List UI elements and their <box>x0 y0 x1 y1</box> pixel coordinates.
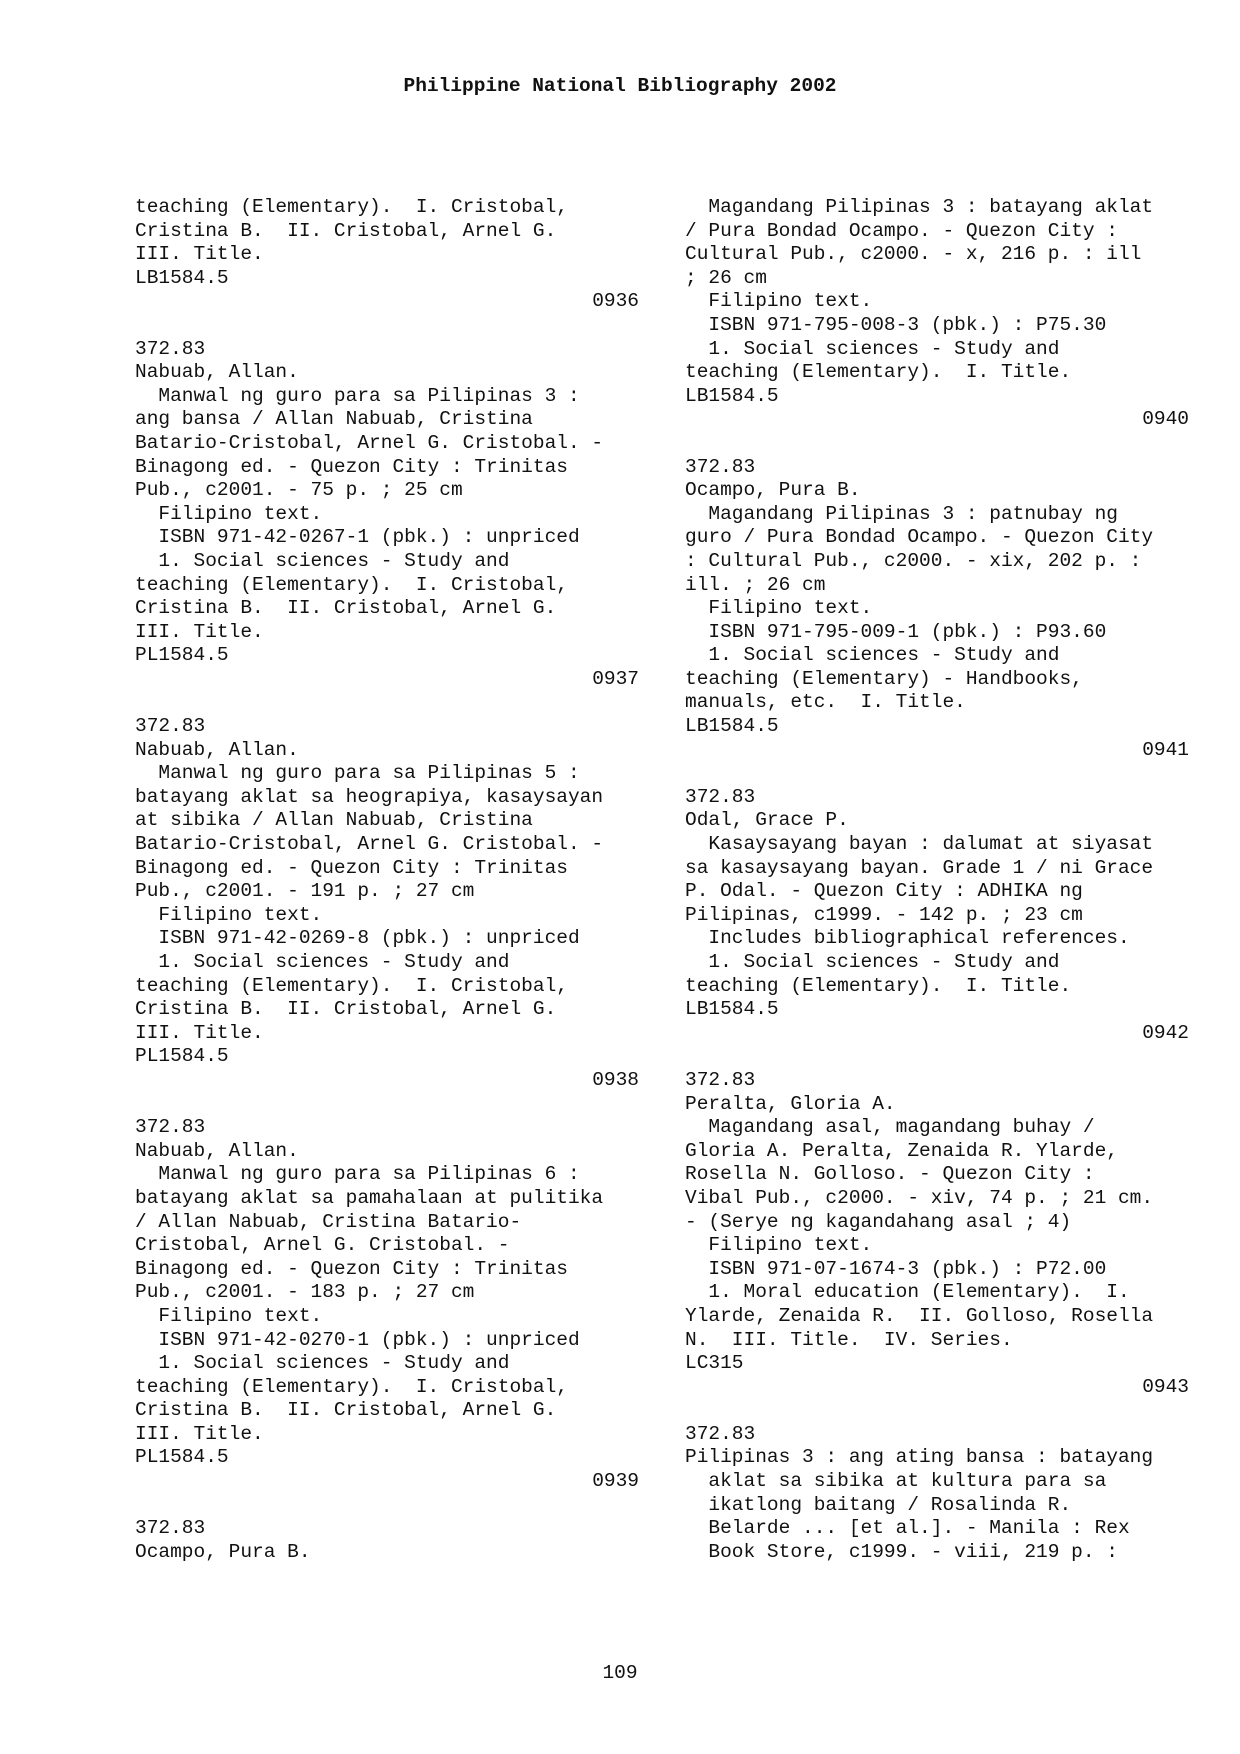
entry-line: Manwal ng guro para sa Pilipinas 5 : <box>135 762 580 785</box>
entry-line: Binagong ed. - Quezon City : Trinitas <box>135 1257 568 1280</box>
entry-line: Cristina B. II. Cristobal, Arnel G. <box>135 597 557 620</box>
entry-line: Cristobal, Arnel G. Cristobal. - <box>135 1234 510 1257</box>
entry-line: Binagong ed. - Quezon City : Trinitas <box>135 856 568 879</box>
entry-line: sa kasaysayang bayan. Grade 1 / ni Grace <box>685 856 1154 879</box>
entry-line: Filipino text. <box>135 903 323 926</box>
entry-line: : Cultural Pub., c2000. - xix, 202 p. : <box>685 549 1142 572</box>
entry-line: Ylarde, Zenaida R. II. Golloso, Rosella <box>685 1304 1154 1327</box>
entry-line: Pilipinas 3 : ang ating bansa : batayang <box>685 1446 1154 1469</box>
entry-line: Pilipinas, c1999. - 142 p. ; 23 cm <box>685 903 1083 926</box>
entry-line: at sibika / Allan Nabuab, Cristina <box>135 809 533 832</box>
entry-line: ISBN 971-42-0270-1 (pbk.) : unpriced <box>135 1328 580 1351</box>
entry-number: 0940 <box>1142 408 1189 431</box>
entry-line: Cristina B. II. Cristobal, Arnel G. <box>135 998 557 1021</box>
entry-gap <box>135 1494 639 1518</box>
entry-line: Odal, Grace P. <box>685 809 849 832</box>
entry-line: Nabuab, Allan. <box>135 1139 299 1162</box>
entry-gap <box>685 432 1189 456</box>
entry-line: III. Title. <box>135 620 264 643</box>
entry-number: 0936 <box>592 290 639 313</box>
entry-line: Batario-Cristobal, Arnel G. Cristobal. - <box>135 431 604 454</box>
entry-line: guro / Pura Bondad Ocampo. - Quezon City <box>685 526 1154 549</box>
entry-line: III. Title. <box>135 1422 264 1445</box>
entry-line: 372.83 <box>135 1517 206 1540</box>
entry-line: Filipino text. <box>135 1304 323 1327</box>
entry-line: 1. Moral education (Elementary). I. <box>685 1281 1130 1304</box>
entry-line: Filipino text. <box>685 597 873 620</box>
page-header-title: Philippine National Bibliography 2002 <box>403 75 837 97</box>
entry-line: aklat sa sibika at kultura para sa <box>685 1470 1107 1493</box>
entry-line: batayang aklat sa pamahalaan at pulitika <box>135 1186 604 1209</box>
entry-line: teaching (Elementary). I. Cristobal, <box>135 1375 568 1398</box>
entry-number: 0939 <box>592 1470 639 1493</box>
entry-line: teaching (Elementary). I. Cristobal, <box>135 974 568 997</box>
entry-line: 372.83 <box>135 1116 206 1139</box>
entry-line: batayang aklat sa heograpiya, kasaysayan <box>135 785 604 808</box>
entry-line: Manwal ng guro para sa Pilipinas 3 : <box>135 384 580 407</box>
entry-line: Pub., c2001. - 75 p. ; 25 cm <box>135 479 463 502</box>
entry-number: 0941 <box>1142 738 1189 761</box>
entry-line: Ocampo, Pura B. <box>685 479 861 502</box>
entry-gap <box>685 1399 1189 1423</box>
entry-line: Rosella N. Golloso. - Quezon City : <box>685 1163 1095 1186</box>
entry-line: III. Title. <box>135 243 264 266</box>
entry-line: P. Odal. - Quezon City : ADHIKA ng <box>685 880 1083 903</box>
entry-gap <box>135 691 639 715</box>
entry-line: Pub., c2001. - 191 p. ; 27 cm <box>135 880 475 903</box>
entry-gap <box>685 762 1189 786</box>
entry-line: LB1584.5 <box>685 715 779 738</box>
entry-line: 1. Social sciences - Study and <box>685 951 1060 973</box>
entry-line: Magandang Pilipinas 3 : patnubay ng <box>685 502 1118 525</box>
page-number: 109 <box>602 1662 638 1684</box>
entry-line: 372.83 <box>685 1068 756 1091</box>
right-column <box>685 196 1189 1564</box>
entry-line: ill. ; 26 cm <box>685 573 826 596</box>
entry-line: teaching (Elementary). I. Title. <box>685 974 1072 997</box>
entry-line: Book Store, c1999. - viii, 219 p. : <box>685 1540 1118 1563</box>
entry-line: teaching (Elementary) - Handbooks, <box>685 667 1083 690</box>
entry-line: 1. Social sciences - Study and <box>135 549 510 572</box>
entry-line: Cristina B. II. Cristobal, Arnel G. <box>135 1399 557 1422</box>
entry-line: Gloria A. Peralta, Zenaida R. Ylarde, <box>685 1139 1118 1162</box>
entry-line: ang bansa / Allan Nabuab, Cristina <box>135 408 533 431</box>
entry-gap <box>685 1045 1189 1069</box>
entry-line: 372.83 <box>135 715 206 738</box>
entry-line: / Allan Nabuab, Cristina Batario- <box>135 1210 522 1233</box>
entry-number: 0943 <box>1142 1375 1189 1398</box>
entry-line: Peralta, Gloria A. <box>685 1092 896 1115</box>
entry-line: 1. Social sciences - Study and <box>135 1352 510 1375</box>
entry-gap <box>135 1093 639 1117</box>
entry-line: teaching (Elementary). I. Cristobal, <box>135 573 568 596</box>
entry-number: 0937 <box>592 667 639 690</box>
entry-line: Pub., c2001. - 183 p. ; 27 cm <box>135 1281 475 1304</box>
entry-line: Cultural Pub., c2000. - x, 216 p. : ill <box>685 243 1142 266</box>
entry-line: 1. Social sciences - Study and <box>685 644 1060 667</box>
entry-line: 372.83 <box>685 455 756 478</box>
entry-line: 372.83 <box>685 1422 756 1445</box>
entry-line: LB1584.5 <box>685 384 779 407</box>
entry-line: Nabuab, Allan. <box>135 738 299 761</box>
entry-gap <box>135 314 639 338</box>
entry-line: ISBN 971-42-0269-8 (pbk.) : unpriced <box>135 927 580 950</box>
entry-line: PL1584.5 <box>135 1045 229 1068</box>
entry-line: Filipino text. <box>135 502 323 525</box>
entry-line: Filipino text. <box>685 290 873 313</box>
entry-line: ISBN 971-42-0267-1 (pbk.) : unpriced <box>135 526 580 549</box>
entry-line: ikatlong baitang / Rosalinda R. <box>685 1493 1072 1516</box>
entry-line: ISBN 971-07-1674-3 (pbk.) : P72.00 <box>685 1257 1107 1280</box>
entry-line: 1. Social sciences - Study and <box>685 337 1060 360</box>
entry-line: teaching (Elementary). I. Title. <box>685 361 1072 384</box>
entry-line: LB1584.5 <box>135 266 229 289</box>
entry-line: LB1584.5 <box>685 998 779 1021</box>
entry-line: manuals, etc. I. Title. <box>685 691 966 714</box>
entry-number: 0942 <box>1142 1021 1189 1044</box>
entry-line: Filipino text. <box>685 1234 873 1257</box>
entry-line: LC315 <box>685 1352 744 1375</box>
entry-line: Vibal Pub., c2000. - xiv, 74 p. ; 21 cm. <box>685 1186 1154 1209</box>
entry-line: 1. Social sciences - Study and <box>135 951 510 973</box>
entry-line: Belarde ... [et al.]. - Manila : Rex <box>685 1517 1130 1540</box>
entry-line: 372.83 <box>135 337 206 360</box>
entry-line: Ocampo, Pura B. <box>135 1540 311 1563</box>
entry-line: teaching (Elementary). I. Cristobal, <box>135 196 568 218</box>
entry-line: - (Serye ng kagandahang asal ; 4) <box>685 1210 1072 1233</box>
entry-line: ISBN 971-795-008-3 (pbk.) : P75.30 <box>685 313 1107 336</box>
entry-line: III. Title. <box>135 1021 264 1044</box>
entry-line: 372.83 <box>685 785 756 808</box>
entry-line: Nabuab, Allan. <box>135 361 299 384</box>
entry-line: Binagong ed. - Quezon City : Trinitas <box>135 455 568 478</box>
entry-line: N. III. Title. IV. Series. <box>685 1328 1013 1351</box>
entry-line: Kasaysayang bayan : dalumat at siyasat <box>685 833 1154 856</box>
entry-line: Magandang Pilipinas 3 : batayang aklat <box>685 196 1154 218</box>
entry-line: Magandang asal, magandang buhay / <box>685 1116 1095 1139</box>
entry-line: PL1584.5 <box>135 1446 229 1469</box>
left-column <box>135 196 639 1564</box>
entry-line: Cristina B. II. Cristobal, Arnel G. <box>135 219 557 242</box>
entry-line: Includes bibliographical references. <box>685 927 1130 950</box>
entry-line: / Pura Bondad Ocampo. - Quezon City : <box>685 219 1118 242</box>
entry-line: ; 26 cm <box>685 266 767 289</box>
entry-line: PL1584.5 <box>135 644 229 667</box>
entry-number: 0938 <box>592 1068 639 1091</box>
entry-line: ISBN 971-795-009-1 (pbk.) : P93.60 <box>685 620 1107 643</box>
entry-line: Manwal ng guro para sa Pilipinas 6 : <box>135 1163 580 1186</box>
entry-line: Batario-Cristobal, Arnel G. Cristobal. - <box>135 833 604 856</box>
